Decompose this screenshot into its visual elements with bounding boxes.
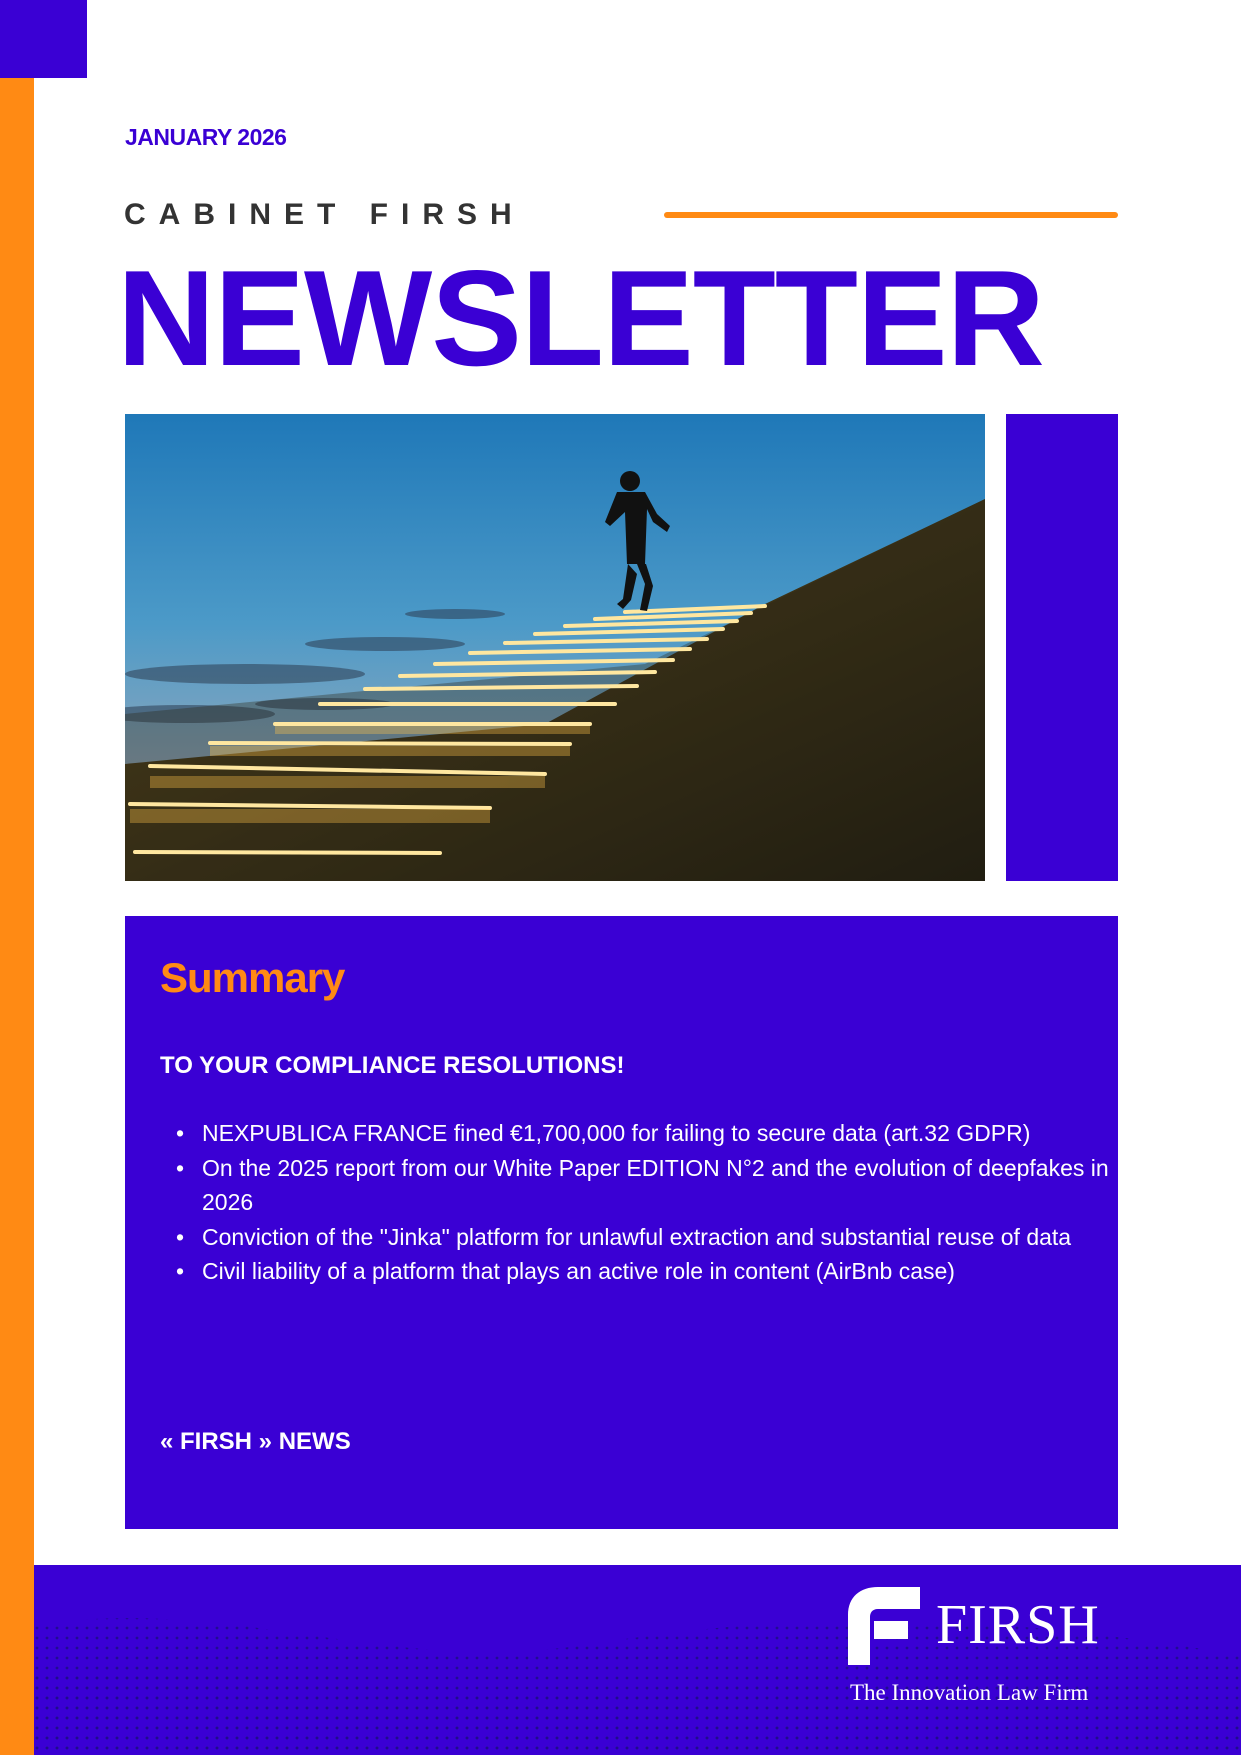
hero-image [125,414,985,881]
list-item [176,1220,1132,1255]
list-item-text: NEXPUBLICA FRANCE fined €1,700,000 for failing to secure data (art.32 GDPR) [202,1120,1031,1146]
firm-tagline: The Innovation Law Firm [850,1680,1089,1705]
firsh-logo-icon [848,1587,920,1665]
list-item [176,1116,1132,1151]
bullet-icon: • [176,1120,185,1146]
firsh-logo-text: FIRSH [936,1594,1100,1656]
summary-panel [125,916,1118,1529]
summary-heading: TO YOUR COMPLIANCE RESOLUTIONS! [160,1052,625,1079]
corner-blue-block [0,0,87,78]
list-item-text: On the 2025 report from our White Paper EDITION N°2 and the evolution of deepfakes in 2026 [202,1154,1109,1215]
summary-title: Summary [160,954,345,1001]
list-item [176,1254,1132,1289]
firsh-news-heading: « FIRSH » NEWS [160,1428,351,1455]
bullet-icon: • [176,1223,185,1250]
list-item [176,1151,1132,1220]
list-item-text: Civil liability of a platform that plays an active role in content (AirBnb case) [202,1258,955,1284]
bullet-icon: • [176,1154,185,1181]
newsletter-title: NEWSLETTER [117,242,1044,394]
bullet-icon: • [176,1258,185,1284]
list-item-text: Conviction of the "Jinka" platform for unlawful extraction and substantial reuse of data [202,1223,1072,1250]
summary-list [160,1116,1132,1289]
firm-kicker: CABINET FIRSH [124,198,525,231]
footer-banner [34,1565,1241,1755]
issue-date: JANUARY 2026 [125,124,287,150]
side-accent-block [1006,414,1118,881]
left-orange-stripe [0,0,34,1755]
kicker-divider [664,212,1118,218]
